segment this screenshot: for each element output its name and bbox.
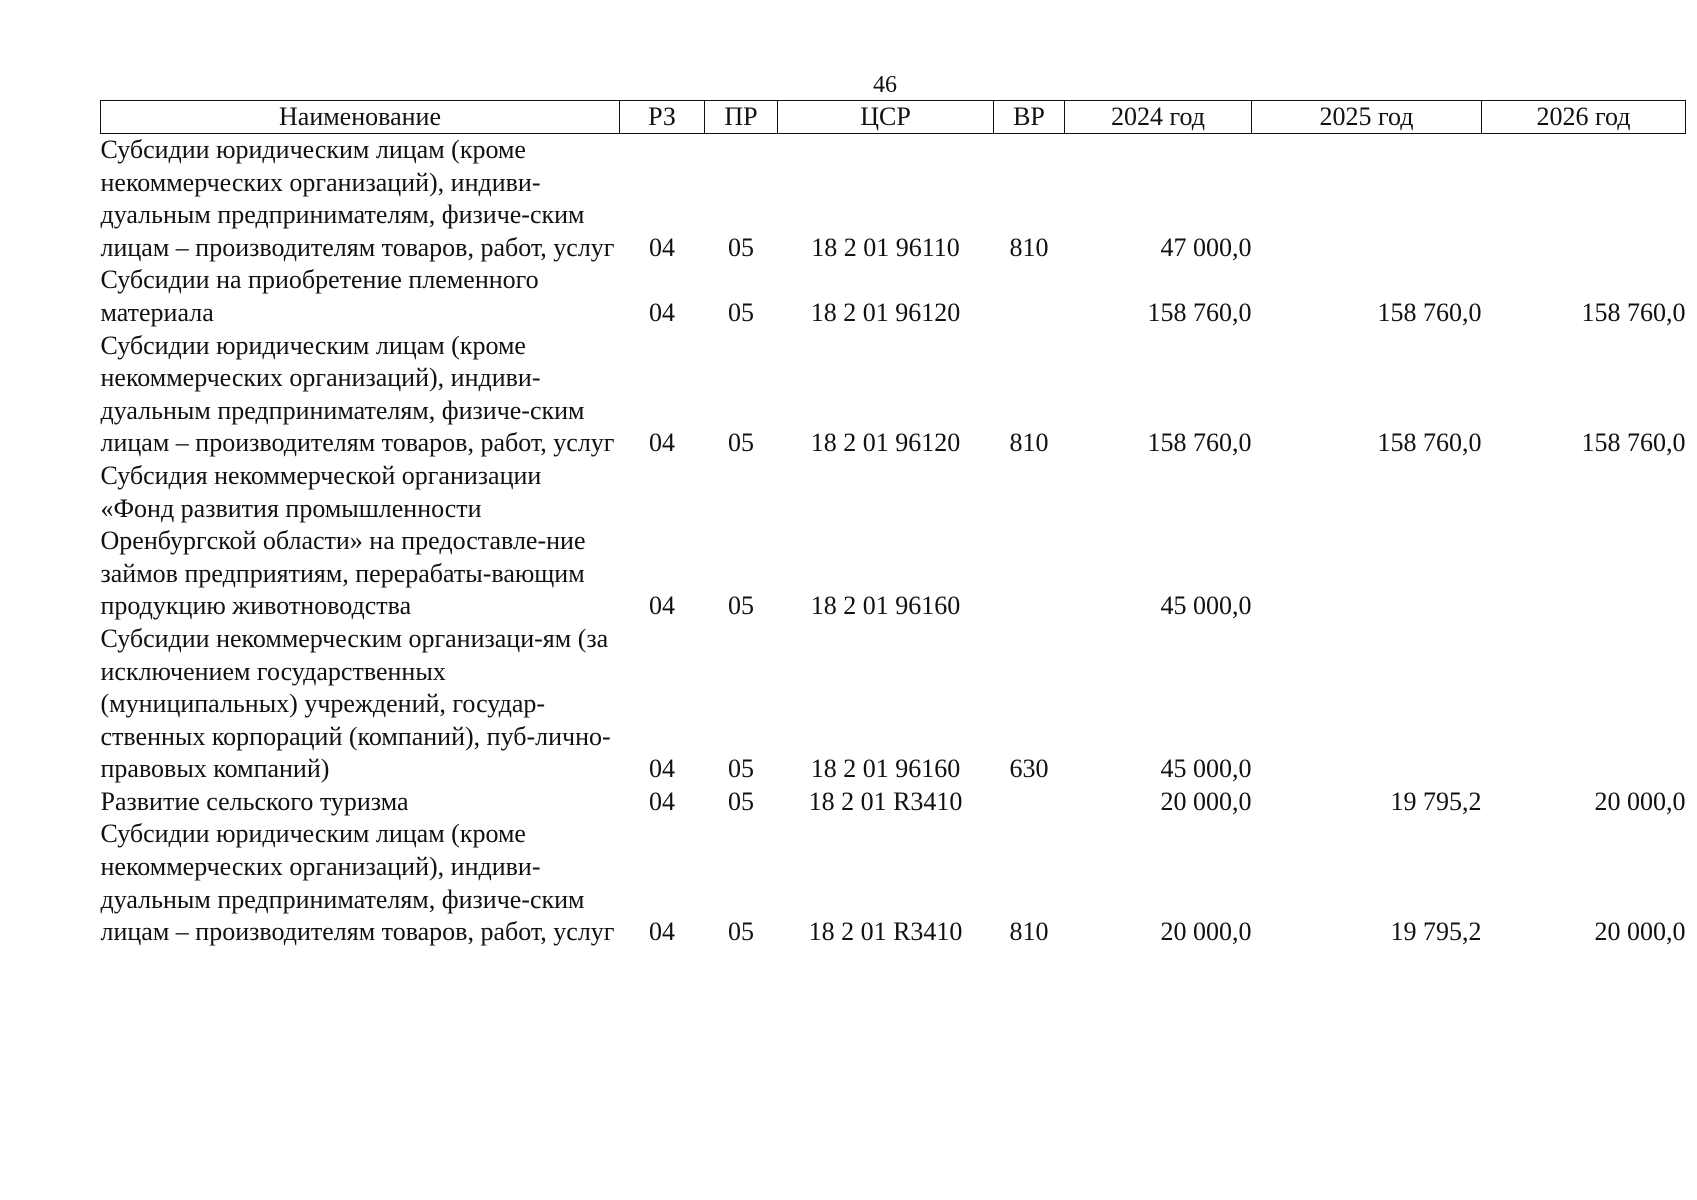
row-2025: 19 795,2	[1390, 786, 1482, 816]
row-csr: 18 2 01 R3410	[808, 786, 963, 816]
row-2026: 20 000,0	[1594, 786, 1686, 816]
row-2025: 158 760,0	[1377, 428, 1482, 458]
row-csr: 18 2 01 96120	[810, 428, 961, 458]
row-csr: 18 2 01 96120	[810, 297, 961, 327]
row-2026: 20 000,0	[1594, 917, 1686, 947]
row-csr: 18 2 01 R3410	[808, 917, 963, 947]
page-number: 46	[873, 72, 897, 98]
table-row	[101, 623, 1686, 786]
row-name: Субсидии юридическим лицам (кроме некоммерческих организаций), индиви-дуальным предпринимателям, физиче-ским лицам – производителям товаров, работ, услуг	[100, 135, 615, 262]
row-2026	[1482, 460, 1686, 623]
header-vr: ВР	[994, 101, 1065, 134]
row-pr: 05	[728, 232, 754, 262]
row-vr: 810	[1009, 917, 1049, 947]
row-2026	[1482, 134, 1686, 265]
header-2025: 2025 год	[1252, 101, 1482, 134]
row-rz: 04	[649, 232, 675, 262]
row-2026	[1482, 623, 1686, 786]
row-pr: 05	[728, 786, 754, 816]
row-name: Развитие сельского туризма	[100, 786, 409, 816]
row-2024: 47 000,0	[1160, 232, 1252, 262]
row-vr	[994, 786, 1065, 819]
row-2024: 158 760,0	[1147, 297, 1252, 327]
budget-table	[100, 100, 1686, 949]
row-vr: 630	[1009, 754, 1049, 784]
row-name: Субсидии юридическим лицам (кроме некоммерческих организаций), индиви-дуальным предпринимателям, физиче-ским лицам – производителям товаров, работ, услуг	[100, 330, 615, 458]
row-csr: 18 2 01 96160	[810, 591, 961, 621]
row-vr: 810	[1009, 428, 1049, 458]
row-pr: 05	[728, 591, 754, 621]
row-rz: 04	[649, 917, 675, 947]
row-2024: 20 000,0	[1160, 786, 1252, 816]
header-pr: ПР	[705, 101, 778, 134]
row-2025: 19 795,2	[1390, 917, 1482, 947]
table-row	[101, 786, 1686, 819]
row-2025	[1252, 134, 1482, 265]
table-header-row	[101, 101, 1686, 134]
row-csr: 18 2 01 96110	[811, 232, 960, 262]
row-pr: 05	[728, 297, 754, 327]
row-pr: 05	[728, 428, 754, 458]
header-rz: РЗ	[620, 101, 705, 134]
row-2025	[1252, 623, 1482, 786]
row-rz: 04	[649, 754, 675, 784]
header-name: Наименование	[101, 101, 620, 134]
row-rz: 04	[649, 786, 675, 816]
table-row	[101, 264, 1686, 329]
row-2026: 158 760,0	[1581, 297, 1686, 327]
table-row	[101, 818, 1686, 948]
row-2024: 158 760,0	[1147, 428, 1252, 458]
table-row	[101, 330, 1686, 460]
row-2024: 20 000,0	[1160, 917, 1252, 947]
row-pr: 05	[728, 917, 754, 947]
row-2024: 45 000,0	[1160, 754, 1252, 784]
table-row	[101, 460, 1686, 623]
header-csr: ЦСР	[778, 101, 994, 134]
table-row	[101, 134, 1686, 265]
header-2024: 2024 год	[1065, 101, 1252, 134]
row-name: Субсидии юридическим лицам (кроме некоммерческих организаций), индиви-дуальным предпринимателям, физиче-ским лицам – производителям товаров, работ, услуг	[100, 819, 615, 947]
row-name: Субсидии некоммерческим организаци-ям (за исключением государственных (муниципальных) учреждений, государ-ственных корпораций (компаний), пуб-лично-правовых компаний)	[100, 623, 611, 784]
row-vr	[994, 264, 1065, 329]
row-vr: 810	[1009, 232, 1049, 262]
row-name: Субсидия некоммерческой организации «Фонд развития промышленности Оренбургской области» на предоставле-ние займов предприятиям, перерабаты-вающим продукцию животноводства	[100, 460, 586, 621]
row-vr	[994, 460, 1065, 623]
row-2025: 158 760,0	[1377, 297, 1482, 327]
row-2026: 158 760,0	[1581, 428, 1686, 458]
row-name: Субсидии на приобретение племенного материала	[100, 265, 539, 327]
header-2026: 2026 год	[1482, 101, 1686, 134]
row-rz: 04	[649, 428, 675, 458]
row-csr: 18 2 01 96160	[810, 754, 961, 784]
row-rz: 04	[649, 591, 675, 621]
row-2024: 45 000,0	[1160, 591, 1252, 621]
row-pr: 05	[728, 754, 754, 784]
row-rz: 04	[649, 297, 675, 327]
row-2025	[1252, 460, 1482, 623]
